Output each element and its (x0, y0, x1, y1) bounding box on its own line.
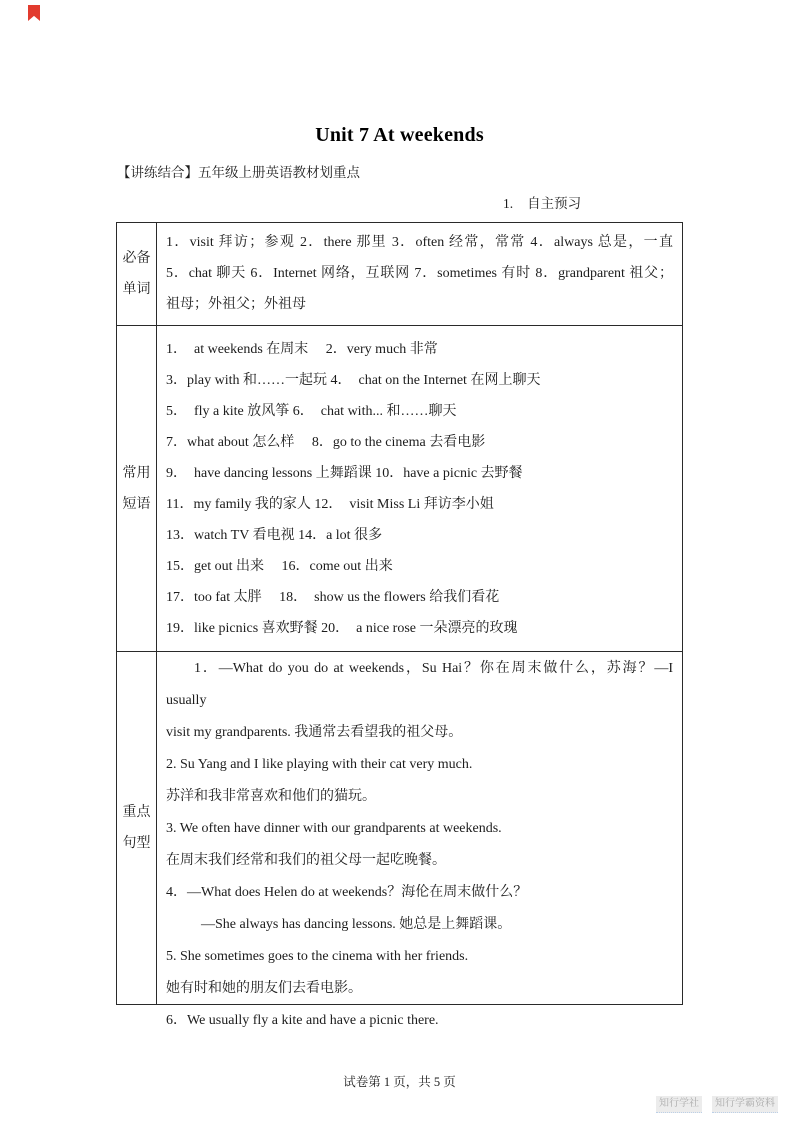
row-header-words (117, 223, 157, 325)
section-number: 1. (503, 196, 514, 211)
row-header-line: 常用 (122, 465, 151, 481)
red-flag-icon (28, 5, 40, 21)
table-row-sentences (117, 651, 682, 1028)
text-line: 2. Su Yang and I like playing with their cat very much. (166, 757, 473, 772)
table-row-words (117, 223, 682, 325)
text-line: 4．—What does Helen do at weekends？海伦在周末做什么？ (166, 885, 528, 900)
subtitle: 【讲练结合】五年级上册英语教材划重点 (117, 165, 360, 180)
row-content-words (157, 223, 682, 325)
text-line: 13．watch TV 看电视 14．a lot 很多 (166, 528, 383, 543)
row-header-sentences (117, 652, 157, 1004)
text-line: 苏洋和我非常喜欢和他们的猫玩。 (166, 789, 376, 804)
text-line: 11．my family 我的家人 12． visit Miss Li 拜访李小姐 (166, 497, 494, 512)
text-line: 3. We often have dinner with our grandparents at weekends. (166, 821, 502, 836)
row-header-line: 短语 (122, 496, 151, 512)
text-line: 15．get out 出来 16．come out 出来 (166, 559, 393, 574)
text-line: 5. She sometimes goes to the cinema with her friends. (166, 949, 469, 964)
text-line: 1．visit 拜访；参观 2．there 那里 3．often 经常，常常 4．always 总是，一直 (166, 235, 673, 250)
row-content-sentences (157, 652, 682, 1028)
text-line: 祖母；外祖父；外祖母 (166, 297, 306, 312)
section-title: 自主预习 (527, 196, 582, 211)
text-line: 7．what about 怎么样 8．go to the cinema 去看电影 (166, 435, 486, 450)
text-line: 5． fly a kite 放风筝 6． chat with... 和……聊天 (166, 404, 457, 419)
text-line: 1． at weekends 在周末 2．very much 非常 (166, 342, 438, 357)
text-line: —She always has dancing lessons. 她总是上舞蹈课。 (201, 917, 512, 932)
text-line: 1．—What do you do at weekends，Su Hai？你在周末做什么，苏海？—I usually (166, 661, 677, 708)
text-line: 17．too fat 太胖 18． show us the flowers 给我们看花 (166, 590, 500, 605)
text-line: 在周末我们经常和我们的祖父母一起吃晚餐。 (166, 853, 446, 868)
section-heading (503, 192, 581, 212)
text-line: 她有时和她的朋友们去看电影。 (166, 981, 362, 996)
row-header-line: 单词 (122, 282, 151, 297)
text-line: 19．like picnics 喜欢野餐 20． a nice rose 一朵漂亮的玫瑰 (166, 621, 518, 636)
row-header-phrases (117, 326, 157, 651)
page-footer: 试卷第 1 页，共 5 页 (343, 1075, 456, 1089)
table-row-phrases (117, 325, 682, 651)
row-header-line: 重点 (122, 805, 151, 820)
text-line: 3．play with 和……一起玩 4． chat on the Internet 在网上聊天 (166, 373, 541, 388)
watermark-left: 知行学社 (656, 1096, 702, 1113)
text-line: 6．We usually fly a kite and have a picnic there. (166, 1013, 439, 1028)
watermark (656, 1096, 778, 1113)
text-line: visit my grandparents. 我通常去看望我的祖父母。 (166, 725, 463, 740)
row-content-phrases (157, 326, 682, 651)
text-line: 5．chat 聊天 6．Internet 网络，互联网 7．sometimes 有时 8．grandparent 祖父； (166, 266, 673, 281)
page-title: Unit 7 At weekends (315, 124, 484, 146)
text-line: 9． have dancing lessons 上舞蹈课 10．have a picnic 去野餐 (166, 466, 523, 481)
watermark-right: 知行学霸资料 (712, 1096, 778, 1113)
row-header-line: 必备 (122, 251, 151, 266)
row-header-line: 句型 (122, 836, 151, 851)
study-table (116, 222, 683, 1028)
